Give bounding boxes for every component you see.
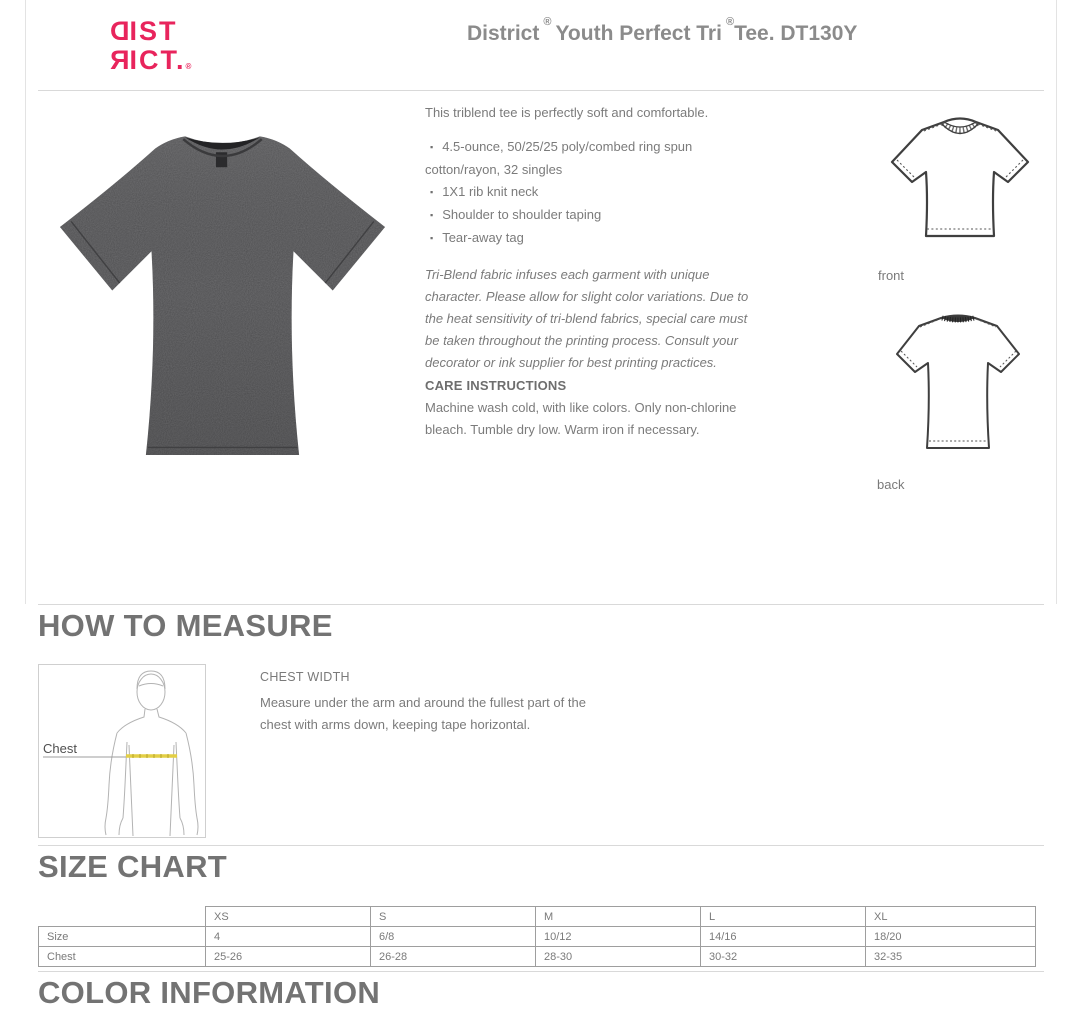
back-view-sketch xyxy=(891,308,1026,473)
feature-list xyxy=(425,136,763,250)
fabric-note: Tri-Blend fabric infuses each garment with unique character. Please allow for slight color variations. Due to the heat sensitivity of tri-blend fabrics, special care must be taken throughout the printing process. Consult your decorator or ink supplier for best printing practices. xyxy=(425,267,749,370)
section-divider xyxy=(38,604,1044,605)
product-intro: This triblend tee is perfectly soft and comfortable. xyxy=(425,105,709,120)
section-divider xyxy=(38,971,1044,972)
table-cell: 6/8 xyxy=(371,927,536,947)
table-cell: 10/12 xyxy=(536,927,701,947)
tee-photo-illustration xyxy=(45,100,400,482)
size-col-header: S xyxy=(371,907,536,927)
measure-diagram xyxy=(38,664,206,838)
back-view-label: back xyxy=(877,477,905,492)
chest-width-title: CHEST WIDTH xyxy=(260,670,350,684)
bullet-square-icon: ▪ xyxy=(430,210,434,220)
bullet-square-icon: ▪ xyxy=(430,233,434,243)
row-label: Size xyxy=(39,927,206,947)
table-cell: 25-26 xyxy=(206,947,371,967)
size-chart-header-row xyxy=(39,907,1036,927)
bullet-square-icon: ▪ xyxy=(430,187,434,197)
logo-line-1: DIST xyxy=(108,16,178,46)
size-col-header: L xyxy=(701,907,866,927)
feature-item: ▪ Tear-away tag xyxy=(430,230,524,245)
product-description xyxy=(425,104,763,441)
header-divider xyxy=(38,90,1044,91)
row-label: Chest xyxy=(39,947,206,967)
table-cell: 28-30 xyxy=(536,947,701,967)
tee-front-line-art xyxy=(880,110,1040,255)
table-cell: 30-32 xyxy=(701,947,866,967)
page-left-border xyxy=(25,0,26,604)
chest-width-text: Measure under the arm and around the fullest part of the chest with arms down, keeping tape horizontal. xyxy=(260,695,586,732)
size-col-header: M xyxy=(536,907,701,927)
feature-item: ▪ Shoulder to shoulder taping xyxy=(430,207,602,222)
district-logo xyxy=(108,17,191,81)
bullet-square-icon: ▪ xyxy=(430,142,434,152)
table-cell: 32-35 xyxy=(866,947,1036,967)
size-col-header: XS xyxy=(206,907,371,927)
table-cell: 4 xyxy=(206,927,371,947)
table-row xyxy=(39,947,1036,967)
page-right-border xyxy=(1056,0,1057,604)
chest-diagram-label: Chest xyxy=(43,741,77,756)
how-to-measure-heading: HOW TO MEASURE xyxy=(38,608,333,643)
table-cell: 26-28 xyxy=(371,947,536,967)
table-row xyxy=(39,927,1036,947)
registered-mark: ® xyxy=(543,16,552,28)
product-photo xyxy=(45,100,400,482)
feature-item: ▪ 4.5-ounce, 50/25/25 poly/combed ring spun cotton/rayon, 32 singles xyxy=(425,139,693,177)
tee-back-line-art xyxy=(891,308,1026,473)
front-view-label: front xyxy=(878,268,905,283)
color-information-heading: COLOR INFORMATION xyxy=(38,975,381,1010)
feature-item: ▪ 1X1 rib knit neck xyxy=(430,184,539,199)
registered-mark: ® xyxy=(185,62,192,71)
front-view-sketch xyxy=(880,110,1040,255)
body-figure-illustration xyxy=(39,665,205,837)
size-chart-corner-cell xyxy=(39,907,206,927)
size-chart-table xyxy=(38,906,1036,967)
table-cell: 18/20 xyxy=(866,927,1036,947)
section-divider xyxy=(38,845,1044,846)
registered-mark: ® xyxy=(725,16,735,28)
care-instructions-heading: CARE INSTRUCTIONS xyxy=(425,378,567,393)
care-instructions-text: Machine wash cold, with like colors. Only non-chlorine bleach. Tumble dry low. Warm iron if necessary. xyxy=(425,400,737,437)
page-title: District ® Youth Perfect Tri ®Tee. DT130Y xyxy=(467,16,858,45)
size-chart-heading: SIZE CHART xyxy=(38,849,227,884)
table-cell: 14/16 xyxy=(701,927,866,947)
size-col-header: XL xyxy=(866,907,1036,927)
logo-line-2: RICT.® xyxy=(108,45,192,75)
